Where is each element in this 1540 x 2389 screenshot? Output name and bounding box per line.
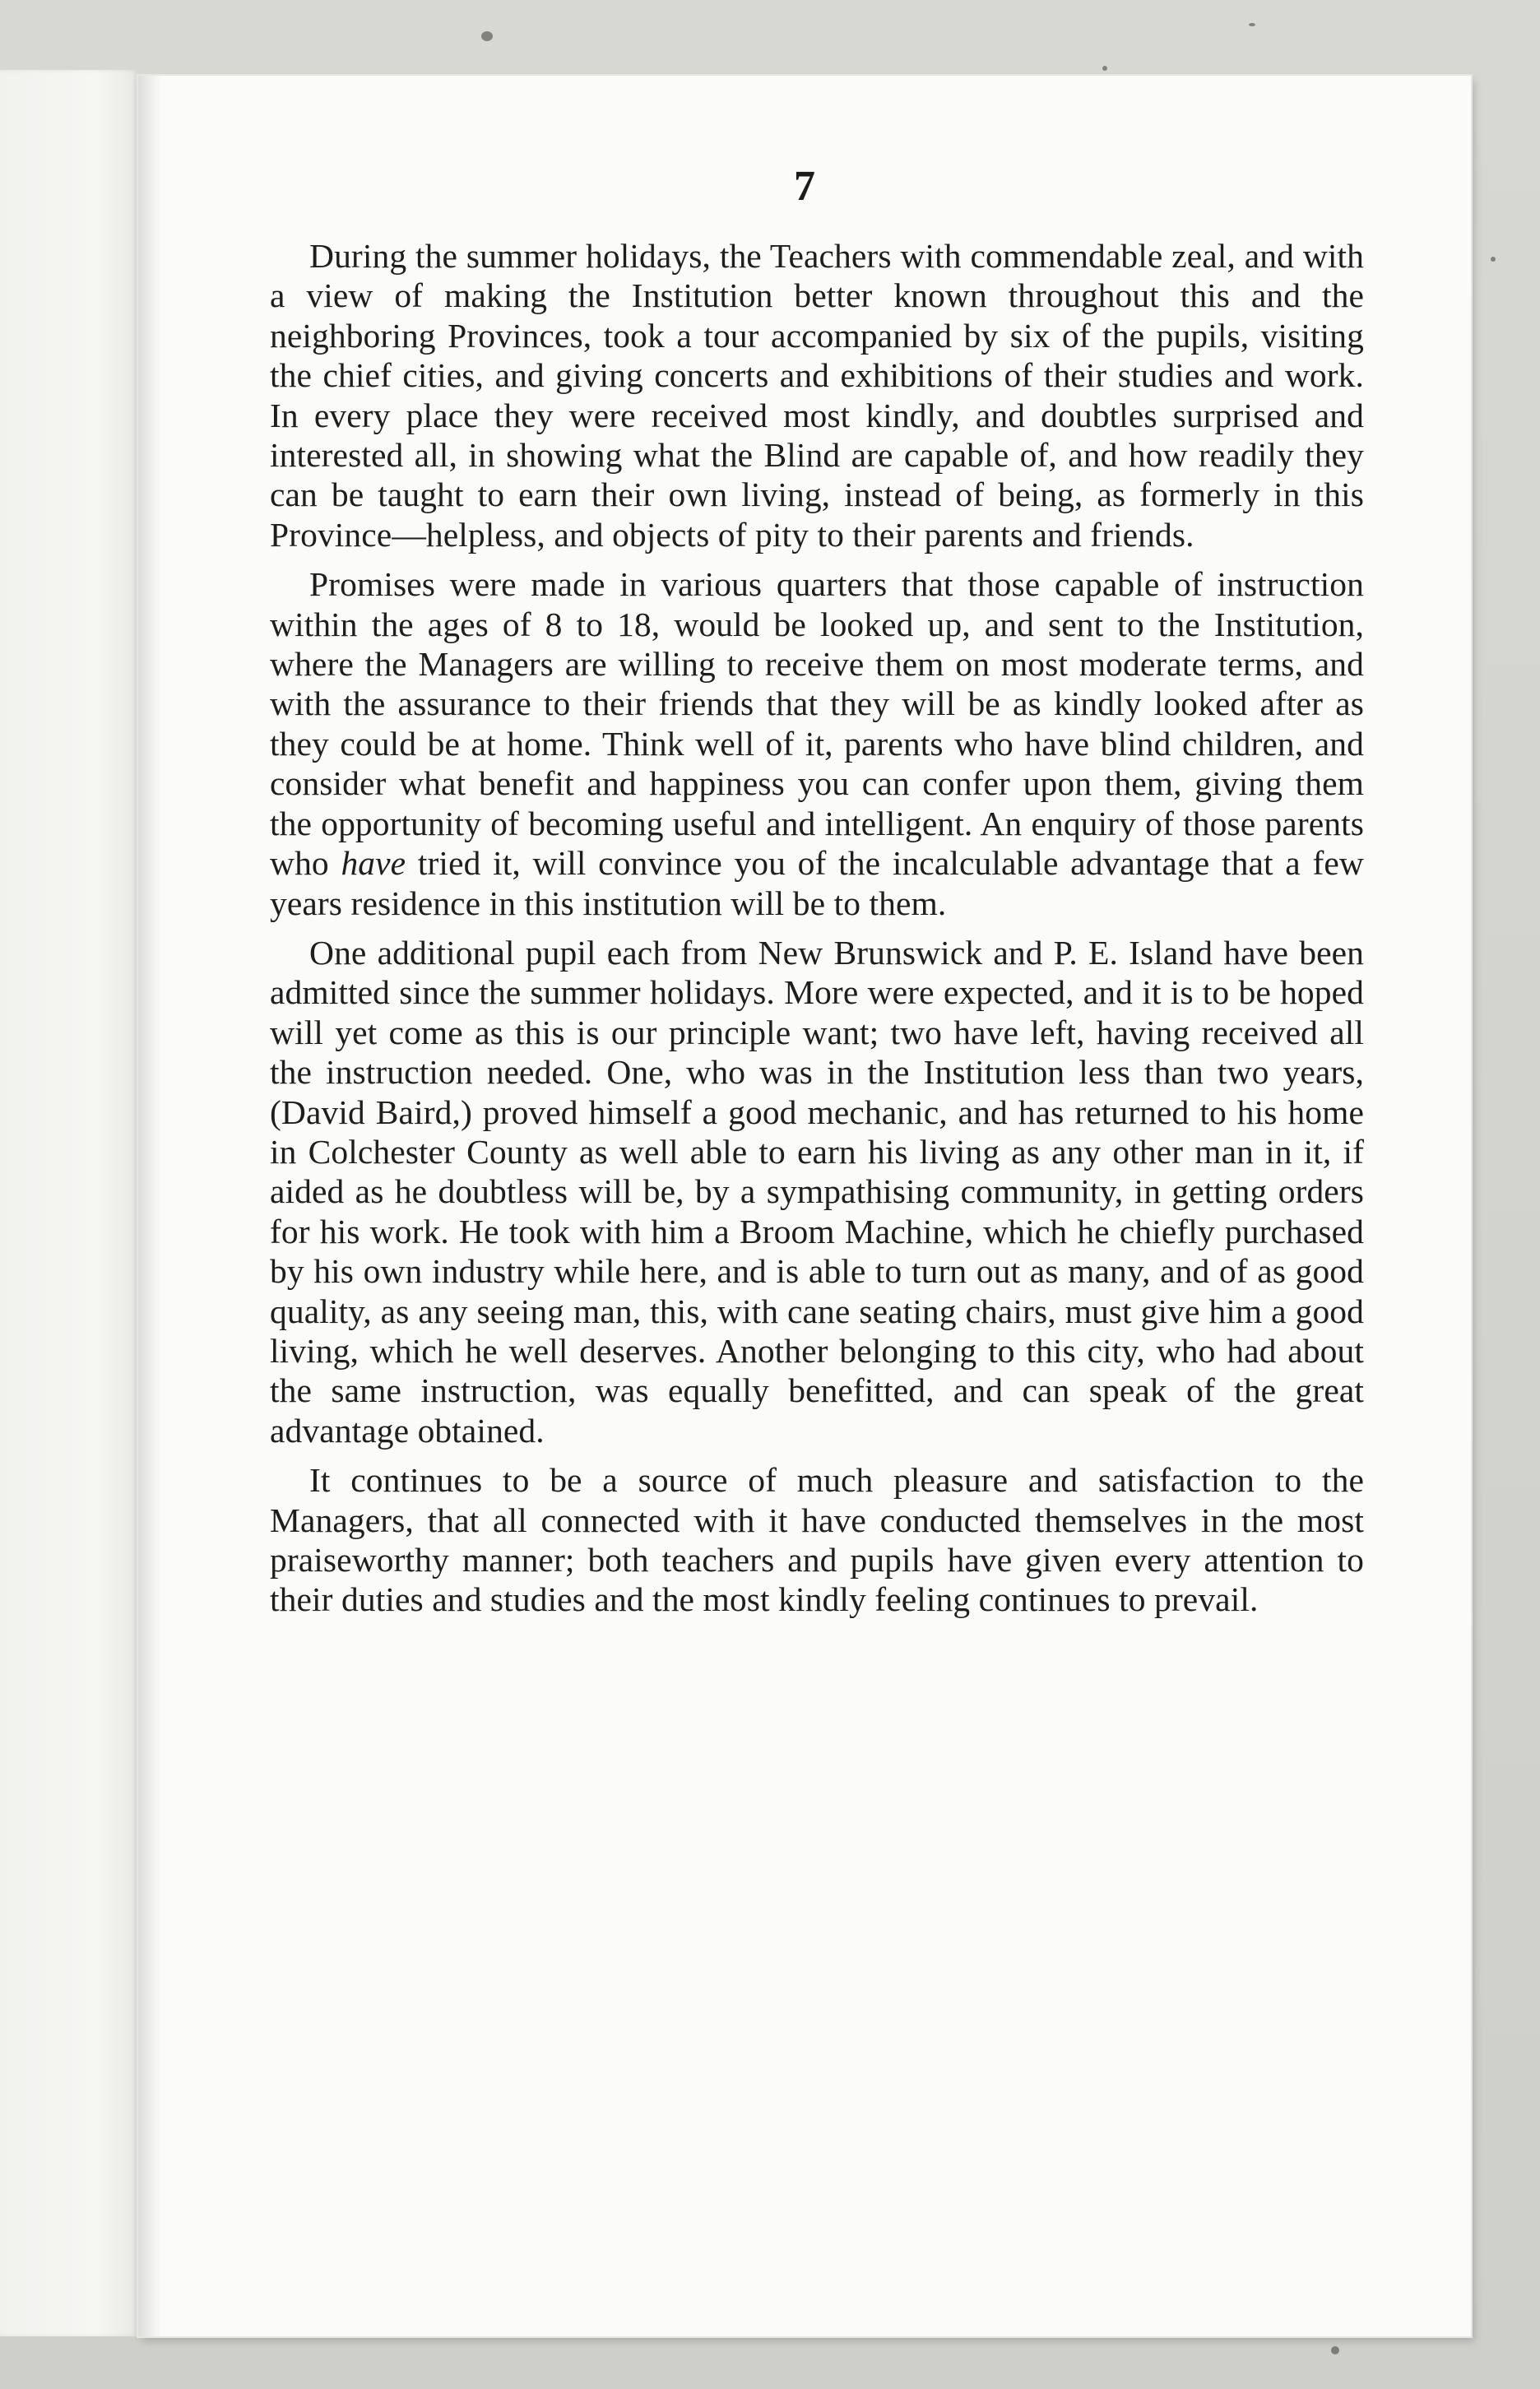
paragraph-text: tried it, will convince you of the incalculable advantage that a few years residence in this institution will be to them. <box>270 844 1364 922</box>
body-text <box>270 236 1364 1630</box>
emphasized-word: have <box>341 844 406 883</box>
scan-speck <box>1491 257 1496 262</box>
scan-speck <box>1331 2346 1339 2354</box>
paragraph-2 <box>270 564 1364 923</box>
paragraph-text: During the summer holidays, the Teachers with commendable zeal, and with a view of making the Institution better known throughout this and the neighboring Provinces, took a tour accompanied by six of the pupils, visiting the chief cities, and giving concerts and exhibitions of their studies and work. In every place they were received most kindly, and doubtles surprised and interested all, in showing what the Blind are capable of, and how readily they can be taught to earn their own living, instead of being, as formerly in this Province—helpless, and objects of pity to their parents and friends. <box>270 237 1364 554</box>
document-page <box>138 76 1471 2336</box>
paragraph-3 <box>270 933 1364 1450</box>
scan-speck <box>1102 66 1107 71</box>
paragraph-1 <box>270 236 1364 554</box>
page-number: 7 <box>794 163 815 210</box>
paragraph-text: Promises were made in various quarters that those capable of instruction within the ages of 8 to 18, would be looked up, and sent to the Institution, where the Managers are willing to receive them on most moderate terms, and with the assurance to their friends that they will be as kindly looked after as they could be at home. Think well of it, parents who have blind children, and consider what benefit and happiness you can confer upon them, giving them the opportunity of becoming useful and intelligent. An enquiry of those parents who <box>270 565 1364 883</box>
paragraph-text: One additional pupil each from New Brunswick and P. E. Island have been admitted since the summer holidays. More were expected, and it is to be hoped will yet come as this is our principle want; two have left, having received all the instruction needed. One, who was in the Institution less than two years, (David Baird,) proved himself a good mechanic, and has returned to his home in Colchester County as well able to earn his living as any other man in it, if aided as he doubtless will be, by a sympathising community, in getting orders for his work. He took with him a Broom Machine, which he chiefly purchased by his own industry while here, and is able to turn out as many, and of as good quality, as any seeing man, this, with cane seating chairs, must give him a good living, which he well deserves. Another belonging to this city, who had about the same instruction, was equally benefitted, and can speak of the great advantage obtained. <box>270 933 1364 1450</box>
paragraph-4 <box>270 1460 1364 1620</box>
gutter-shadow <box>138 76 161 2336</box>
facing-page-edge <box>0 70 138 2336</box>
paragraph-text: It continues to be a source of much pleasure and satisfaction to the Managers, that all connected with it have conducted themselves in the most praiseworthy manner; both teachers and pupils have given every attention to their duties and studies and the most kindly feeling continues to prevail. <box>270 1461 1364 1619</box>
scan-speck <box>481 31 493 41</box>
scan-speck <box>1249 23 1255 26</box>
